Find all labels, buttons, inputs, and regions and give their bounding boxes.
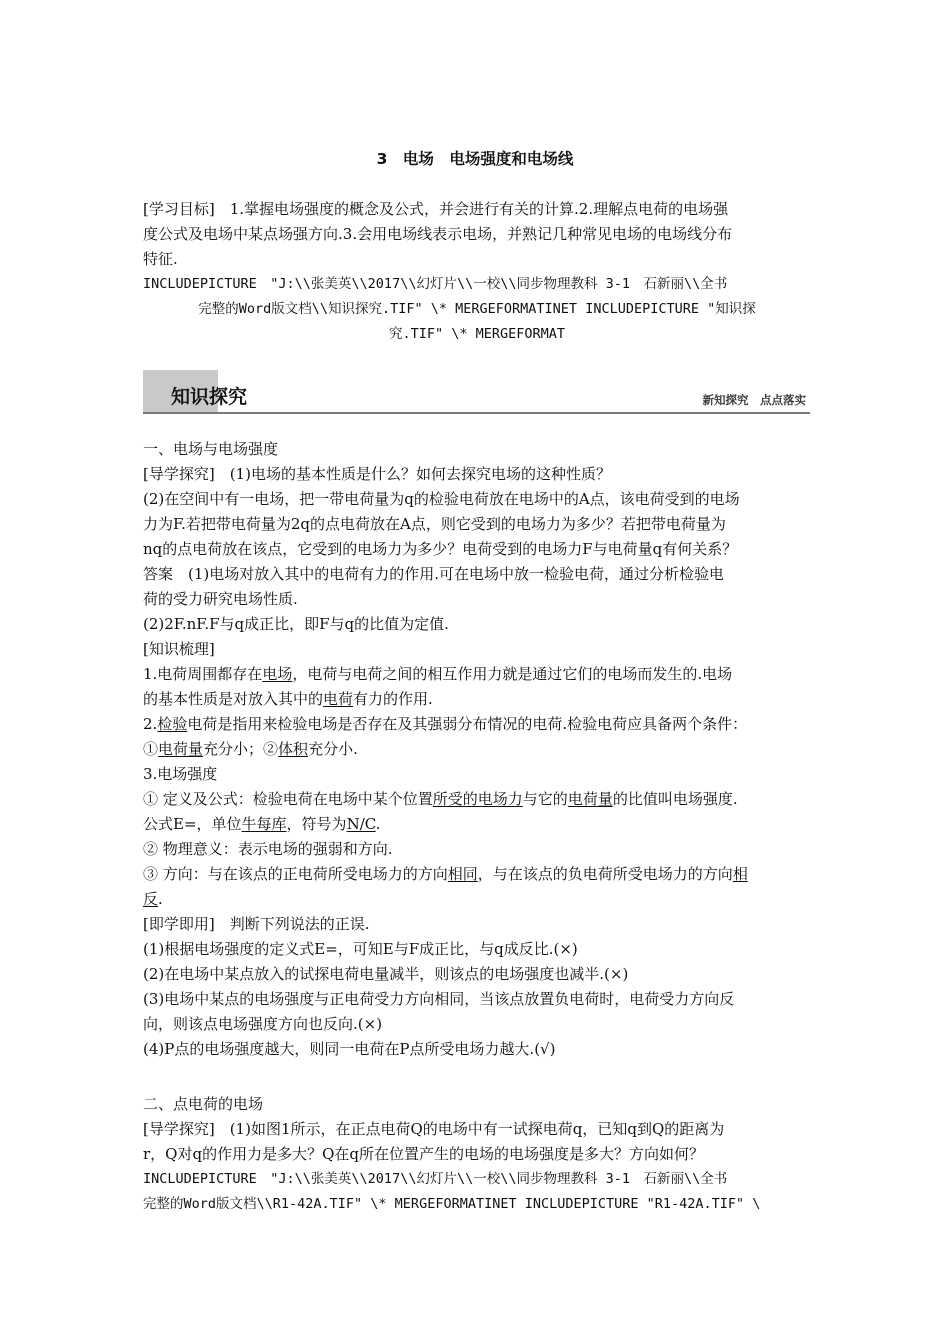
answer-line: 荷的受力研究电场性质.: [143, 590, 298, 608]
practice-heading: [即学即用] 判断下列说法的正误.: [143, 915, 370, 933]
guided-inquiry: [导学探究] (1)电场的基本性质是什么？如何去探究电场的这种性质？: [143, 465, 611, 483]
practice-item: (3)电场中某点的电场强度与正电荷受力方向相同，当该点放置负电荷时，电荷受力方向反: [143, 990, 735, 1008]
question-line: 力为F.若把带电荷量为2q的点电荷放在A点，则它受到的电场力为多少？若把带电荷量为: [143, 515, 726, 533]
page-title: 3 电场 电场强度和电场线: [376, 150, 574, 168]
knowledge-item-2: 2.检验电荷是指用来检验电场是否存在及其强弱分布情况的电荷.检验电荷应具备两个条件：: [143, 715, 748, 733]
section-heading: 一、电场与电场强度: [143, 440, 279, 458]
direction-line-cont: 反.: [143, 890, 163, 908]
include-line: INCLUDEPICTURE "J:\\张美英\\2017\\幻灯片\\一校\\同步物理教科 3-1 石新丽\\全书: [143, 276, 728, 292]
knowledge-item-1: 1.电荷周围都存在电场，电荷与电荷之间的相互作用力就是通过它们的电场而发生的.电场: [143, 665, 733, 683]
practice-item: (4)P点的电场强度越大，则同一电荷在P点所受电场力越大.(√): [143, 1040, 556, 1058]
knowledge-heading: [知识梳理]: [143, 640, 215, 658]
section-point-charge: [143, 1092, 811, 1167]
section-electric-field: [143, 437, 811, 1062]
knowledge-item-3: 3.电场强度: [143, 765, 218, 783]
answer-line: (2)2F.nF.F与q成正比，即F与q的比值为定值.: [143, 615, 449, 633]
question-line: nq的点电荷放在该点，它受到的电场力为多少？电荷受到的电场力F与电荷量q有何关系？: [143, 540, 738, 558]
objectives-line: 度公式及电场中某点场强方向.3.会用电场线表示电场，并熟记几种常见电场的电场线分布: [143, 225, 733, 243]
guided-inquiry-cont: r，Q对q的作用力是多大？Q在q所在位置产生的电场的电场强度是多大？方向如何？: [143, 1145, 704, 1163]
practice-item: (1)根据电场强度的定义式E=，可知E与F成正比，与q成反比.(×): [143, 940, 578, 958]
section-banner: [143, 370, 810, 415]
learning-objectives: [143, 197, 811, 272]
practice-item: (2)在电场中某点放入的试探电荷电量减半，则该点的电场强度也减半.(×): [143, 965, 629, 983]
definition-line: ① 定义及公式：检验电荷在电场中某个位置所受的电场力与它的电荷量的比值叫电场强度.: [143, 790, 738, 808]
include-line: 完整的Word版文档\\R1-42A.TIF" \* MERGEFORMATINET INCLUDEPICTURE "R1-42A.TIF" \: [143, 1196, 761, 1212]
objectives-line: [学习目标] 1.掌握电场强度的概念及公式，并会进行有关的计算.2.理解点电荷的电场强: [143, 200, 729, 218]
include-field-2: [143, 1167, 811, 1217]
meaning-line: ② 物理意义：表示电场的强弱和方向.: [143, 840, 393, 858]
include-line: 完整的Word版文档\\知识探究.TIF" \* MERGEFORMATINET INCLUDEPICTURE "知识探: [198, 301, 756, 317]
practice-item-cont: 向，则该点电场强度方向也反向.(×): [143, 1015, 383, 1033]
banner-subtitle: 新知探究 点点落实: [702, 393, 806, 407]
knowledge-item-2-cont: ①电荷量充分小；②体积充分小.: [143, 740, 358, 758]
include-line: INCLUDEPICTURE "J:\\张美英\\2017\\幻灯片\\一校\\同步物理教科 3-1 石新丽\\全书: [143, 1171, 728, 1187]
section-heading: 二、点电荷的电场: [143, 1095, 264, 1113]
include-line: 究.TIF" \* MERGEFORMAT: [388, 326, 566, 342]
objectives-line: 特征.: [143, 250, 178, 268]
banner-title: 知识探究: [171, 386, 248, 408]
banner-rule: [143, 412, 810, 414]
include-field-1: [143, 272, 811, 347]
question-line: (2)在空间中有一电场，把一带电荷量为q的检验电荷放在电场中的A点，该电荷受到的电场: [143, 490, 740, 508]
guided-inquiry: [导学探究] (1)如图1所示，在正点电荷Q的电场中有一试探电荷q，已知q到Q的距离为: [143, 1120, 725, 1138]
answer-line: 答案 (1)电场对放入其中的电荷有力的作用.可在电场中放一检验电荷，通过分析检验电: [143, 565, 725, 583]
knowledge-item-1-cont: 的基本性质是对放入其中的电荷有力的作用.: [143, 690, 433, 708]
direction-line: ③ 方向：与在该点的正电荷所受电场力的方向相同，与在该点的负电荷所受电场力的方向相: [143, 865, 748, 883]
formula-line: 公式E=，单位牛每库，符号为N/C.: [143, 815, 381, 833]
